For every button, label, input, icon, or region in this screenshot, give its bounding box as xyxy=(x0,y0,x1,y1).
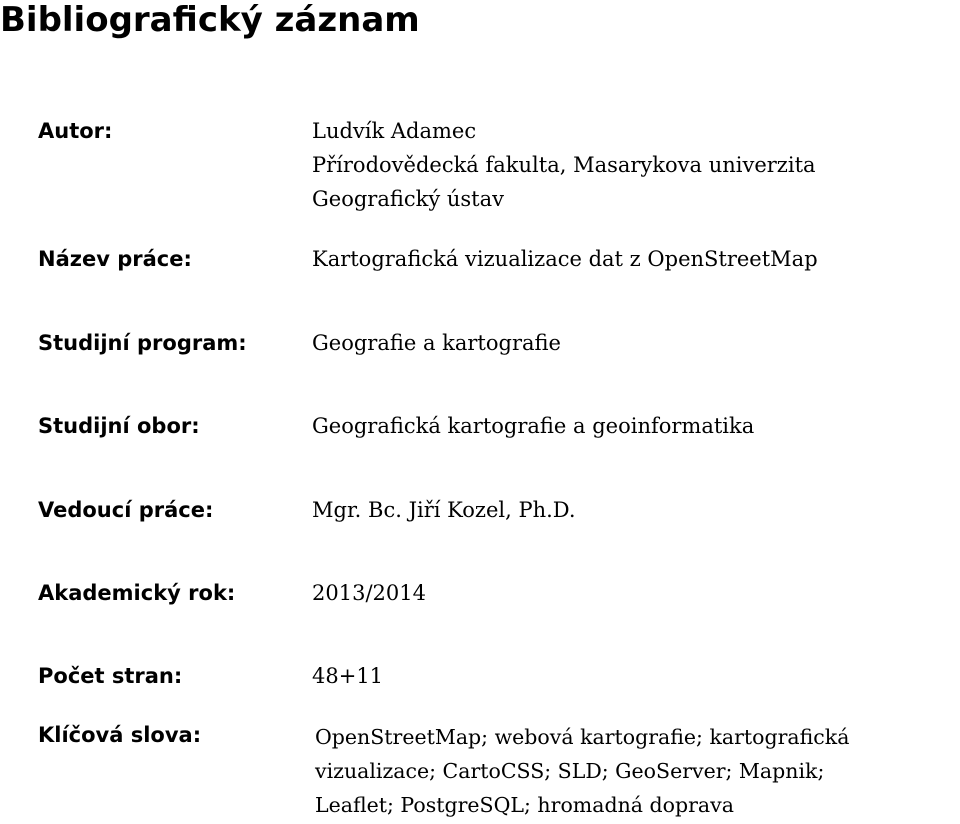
author-label: Autor: xyxy=(38,119,113,143)
keywords-label: Klíčová slova: xyxy=(38,723,202,747)
study-program-label: Studijní program: xyxy=(38,331,247,355)
study-field-value: Geografická kartografie a geoinformatika xyxy=(312,414,755,438)
keywords-value xyxy=(315,720,849,822)
thesis-title-value: Kartografická vizualizace dat z OpenStreetMap xyxy=(312,247,818,271)
supervisor-value: Mgr. Bc. Jiří Kozel, Ph.D. xyxy=(312,498,576,522)
study-field-label: Studijní obor: xyxy=(38,414,200,438)
keywords-line: vizualizace; CartoCSS; SLD; GeoServer; Mapnik; xyxy=(315,759,825,783)
academic-year-value: 2013/2014 xyxy=(312,581,426,605)
study-program-value: Geografie a kartografie xyxy=(312,331,561,355)
page-count-label: Počet stran: xyxy=(38,664,183,688)
author-faculty: Přírodovědecká fakulta, Masarykova univerzita xyxy=(312,153,816,177)
author-institute: Geografický ústav xyxy=(312,187,505,211)
keywords-line: OpenStreetMap; webová kartografie; kartografická xyxy=(315,725,850,749)
author-name: Ludvík Adamec xyxy=(312,119,477,143)
page-count-value: 48+11 xyxy=(312,664,384,688)
page-title: Bibliografický záznam xyxy=(0,0,420,40)
academic-year-label: Akademický rok: xyxy=(38,581,236,605)
keywords-line: Leaflet; PostgreSQL; hromadná doprava xyxy=(315,793,734,817)
supervisor-label: Vedoucí práce: xyxy=(38,498,214,522)
thesis-title-label: Název práce: xyxy=(38,247,192,271)
